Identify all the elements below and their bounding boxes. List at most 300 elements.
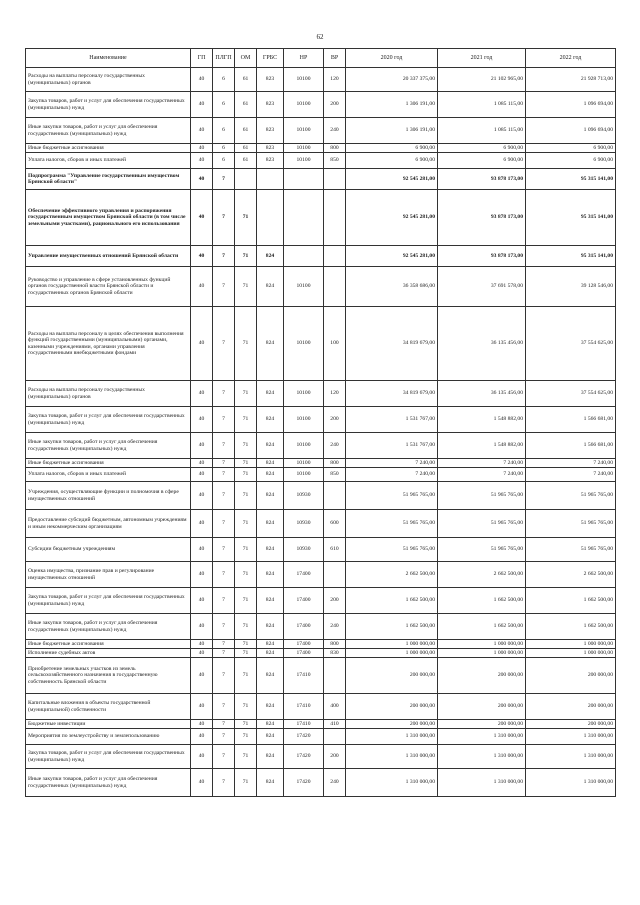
cell-y2021: 200 000,00 bbox=[438, 720, 526, 729]
cell-gp: 40 bbox=[191, 92, 213, 118]
cell-vr bbox=[324, 169, 346, 190]
cell-om: 71 bbox=[235, 649, 257, 658]
cell-vr bbox=[324, 729, 346, 745]
cell-name: Расходы на выплаты персоналу государственных (муниципальных) органов bbox=[26, 381, 191, 407]
cell-om: 71 bbox=[235, 482, 257, 510]
table-row bbox=[26, 588, 616, 614]
cell-grbs: 824 bbox=[257, 614, 284, 640]
cell-gp: 40 bbox=[191, 482, 213, 510]
cell-name: Расходы на выплаты персоналу государственных (муниципальных) органов bbox=[26, 68, 191, 92]
cell-plgp: 7 bbox=[213, 729, 235, 745]
cell-vr: 100 bbox=[324, 307, 346, 381]
cell-vr: 400 bbox=[324, 694, 346, 720]
cell-name: Иные закупки товаров, работ и услуг для обеспечения государственных (муниципальных) нужд bbox=[26, 614, 191, 640]
cell-y2021: 51 965 765,00 bbox=[438, 538, 526, 562]
cell-plgp: 7 bbox=[213, 720, 235, 729]
cell-y2020: 51 965 765,00 bbox=[346, 538, 438, 562]
cell-name: Обеспечение эффективного управления и распоряжения государственным имуществом Брянской области (в том числе земельными участками), рационального его использования bbox=[26, 190, 191, 246]
cell-y2022: 1 096 694,00 bbox=[526, 92, 616, 118]
header-name: Наименование bbox=[26, 49, 191, 68]
cell-name: Иные бюджетные ассигнования bbox=[26, 459, 191, 468]
cell-om: 71 bbox=[235, 614, 257, 640]
cell-gp: 40 bbox=[191, 381, 213, 407]
cell-grbs: 824 bbox=[257, 694, 284, 720]
cell-grbs: 824 bbox=[257, 381, 284, 407]
cell-gp: 40 bbox=[191, 720, 213, 729]
cell-gp: 40 bbox=[191, 468, 213, 482]
cell-grbs: 823 bbox=[257, 118, 284, 144]
table-row bbox=[26, 538, 616, 562]
cell-y2020: 1 306 191,00 bbox=[346, 92, 438, 118]
cell-name: Субсидии бюджетным учреждениям bbox=[26, 538, 191, 562]
cell-y2020: 51 965 765,00 bbox=[346, 482, 438, 510]
cell-y2021: 6 900,00 bbox=[438, 144, 526, 153]
cell-vr: 240 bbox=[324, 433, 346, 459]
cell-om: 71 bbox=[235, 510, 257, 538]
cell-y2020: 1 531 767,00 bbox=[346, 433, 438, 459]
cell-om: 71 bbox=[235, 307, 257, 381]
cell-y2020: 200 000,00 bbox=[346, 720, 438, 729]
cell-y2020: 1 531 767,00 bbox=[346, 407, 438, 433]
table-row bbox=[26, 407, 616, 433]
cell-vr: 200 bbox=[324, 92, 346, 118]
cell-grbs: 824 bbox=[257, 407, 284, 433]
cell-y2022: 39 128 546,00 bbox=[526, 267, 616, 307]
cell-nr: 17400 bbox=[284, 588, 324, 614]
cell-plgp: 7 bbox=[213, 267, 235, 307]
cell-om: 71 bbox=[235, 538, 257, 562]
cell-nr: 17410 bbox=[284, 694, 324, 720]
cell-om: 61 bbox=[235, 92, 257, 118]
cell-vr: 600 bbox=[324, 510, 346, 538]
cell-grbs bbox=[257, 169, 284, 190]
cell-grbs: 824 bbox=[257, 468, 284, 482]
cell-plgp: 7 bbox=[213, 694, 235, 720]
cell-grbs: 824 bbox=[257, 588, 284, 614]
cell-y2021: 51 965 765,00 bbox=[438, 510, 526, 538]
cell-y2022: 7 240,00 bbox=[526, 459, 616, 468]
cell-om: 71 bbox=[235, 468, 257, 482]
cell-nr: 17420 bbox=[284, 769, 324, 797]
cell-plgp: 7 bbox=[213, 307, 235, 381]
cell-nr: 17420 bbox=[284, 729, 324, 745]
cell-om: 71 bbox=[235, 588, 257, 614]
cell-name: Подпрограмма "Управление государственным имуществом Брянской области" bbox=[26, 169, 191, 190]
cell-name: Мероприятия по землеустройству и землепользованию bbox=[26, 729, 191, 745]
cell-y2020: 6 900,00 bbox=[346, 153, 438, 169]
cell-grbs: 824 bbox=[257, 459, 284, 468]
cell-y2020: 34 819 679,00 bbox=[346, 307, 438, 381]
cell-nr: 10100 bbox=[284, 381, 324, 407]
cell-plgp: 7 bbox=[213, 649, 235, 658]
cell-name: Закупка товаров, работ и услуг для обеспечения государственных (муниципальных) нужд bbox=[26, 92, 191, 118]
table-row bbox=[26, 68, 616, 92]
cell-name: Иные бюджетные ассигнования bbox=[26, 640, 191, 649]
cell-name: Учреждения, осуществляющие функции и полномочия в сфере имущественных отношений bbox=[26, 482, 191, 510]
cell-om: 71 bbox=[235, 745, 257, 769]
cell-nr: 10100 bbox=[284, 433, 324, 459]
cell-plgp: 7 bbox=[213, 433, 235, 459]
cell-y2022: 1 662 500,00 bbox=[526, 588, 616, 614]
cell-name: Бюджетные инвестиции bbox=[26, 720, 191, 729]
cell-om: 71 bbox=[235, 459, 257, 468]
cell-y2022: 51 965 765,00 bbox=[526, 482, 616, 510]
cell-plgp: 7 bbox=[213, 482, 235, 510]
cell-gp: 40 bbox=[191, 153, 213, 169]
cell-nr: 10100 bbox=[284, 468, 324, 482]
cell-vr: 850 bbox=[324, 153, 346, 169]
cell-grbs: 824 bbox=[257, 640, 284, 649]
cell-gp: 40 bbox=[191, 246, 213, 267]
cell-om: 71 bbox=[235, 246, 257, 267]
cell-y2021: 37 691 578,00 bbox=[438, 267, 526, 307]
cell-grbs: 823 bbox=[257, 68, 284, 92]
cell-vr bbox=[324, 658, 346, 694]
cell-vr: 200 bbox=[324, 588, 346, 614]
table-row bbox=[26, 720, 616, 729]
cell-y2022: 37 554 625,00 bbox=[526, 307, 616, 381]
cell-nr: 17400 bbox=[284, 640, 324, 649]
cell-gp: 40 bbox=[191, 694, 213, 720]
cell-plgp: 7 bbox=[213, 459, 235, 468]
table-row bbox=[26, 510, 616, 538]
cell-y2020: 34 819 679,00 bbox=[346, 381, 438, 407]
cell-om: 61 bbox=[235, 68, 257, 92]
cell-nr bbox=[284, 246, 324, 267]
cell-plgp: 7 bbox=[213, 538, 235, 562]
cell-vr bbox=[324, 267, 346, 307]
cell-y2021: 1 085 115,00 bbox=[438, 92, 526, 118]
cell-plgp: 6 bbox=[213, 153, 235, 169]
cell-plgp: 7 bbox=[213, 640, 235, 649]
cell-grbs: 824 bbox=[257, 649, 284, 658]
cell-nr: 10100 bbox=[284, 407, 324, 433]
cell-vr: 610 bbox=[324, 538, 346, 562]
cell-plgp: 7 bbox=[213, 745, 235, 769]
cell-nr: 10100 bbox=[284, 118, 324, 144]
cell-gp: 40 bbox=[191, 144, 213, 153]
cell-vr: 830 bbox=[324, 649, 346, 658]
cell-gp: 40 bbox=[191, 640, 213, 649]
cell-grbs: 823 bbox=[257, 144, 284, 153]
cell-y2022: 1 096 694,00 bbox=[526, 118, 616, 144]
cell-y2021: 7 240,00 bbox=[438, 459, 526, 468]
cell-y2022: 1 566 681,00 bbox=[526, 407, 616, 433]
cell-om: 61 bbox=[235, 153, 257, 169]
cell-vr bbox=[324, 190, 346, 246]
cell-name: Исполнение судебных актов bbox=[26, 649, 191, 658]
cell-om: 71 bbox=[235, 640, 257, 649]
cell-y2020: 51 965 765,00 bbox=[346, 510, 438, 538]
cell-y2022: 37 554 625,00 bbox=[526, 381, 616, 407]
cell-plgp: 6 bbox=[213, 68, 235, 92]
cell-y2020: 200 000,00 bbox=[346, 694, 438, 720]
table-row bbox=[26, 433, 616, 459]
cell-plgp: 7 bbox=[213, 190, 235, 246]
cell-gp: 40 bbox=[191, 169, 213, 190]
cell-vr bbox=[324, 246, 346, 267]
cell-y2022: 95 315 141,00 bbox=[526, 246, 616, 267]
cell-gp: 40 bbox=[191, 459, 213, 468]
cell-grbs: 823 bbox=[257, 153, 284, 169]
cell-y2020: 1 000 000,00 bbox=[346, 640, 438, 649]
table-row bbox=[26, 190, 616, 246]
cell-y2022: 7 240,00 bbox=[526, 468, 616, 482]
cell-name: Закупка товаров, работ и услуг для обеспечения государственных (муниципальных) нужд bbox=[26, 588, 191, 614]
table-row bbox=[26, 649, 616, 658]
cell-name: Капитальные вложения в объекты государственной (муниципальной) собственности bbox=[26, 694, 191, 720]
cell-vr: 240 bbox=[324, 614, 346, 640]
cell-y2021: 2 662 500,00 bbox=[438, 562, 526, 588]
cell-y2022: 1 310 000,00 bbox=[526, 745, 616, 769]
cell-y2021: 93 878 173,00 bbox=[438, 169, 526, 190]
cell-y2021: 1 310 000,00 bbox=[438, 745, 526, 769]
cell-plgp: 6 bbox=[213, 118, 235, 144]
cell-om: 71 bbox=[235, 658, 257, 694]
cell-plgp: 7 bbox=[213, 658, 235, 694]
cell-name: Закупка товаров, работ и услуг для обеспечения государственных (муниципальных) нужд bbox=[26, 407, 191, 433]
cell-om bbox=[235, 169, 257, 190]
cell-name: Приобретение земельных участков из земель сельскохозяйственного назначения в государственную собственность Брянской области bbox=[26, 658, 191, 694]
cell-nr: 10100 bbox=[284, 267, 324, 307]
cell-grbs: 824 bbox=[257, 307, 284, 381]
table-row bbox=[26, 729, 616, 745]
cell-plgp: 6 bbox=[213, 144, 235, 153]
cell-grbs: 824 bbox=[257, 538, 284, 562]
budget-table bbox=[25, 48, 616, 797]
cell-nr: 10100 bbox=[284, 68, 324, 92]
cell-y2020: 1 310 000,00 bbox=[346, 745, 438, 769]
cell-vr: 120 bbox=[324, 381, 346, 407]
cell-nr: 10100 bbox=[284, 153, 324, 169]
cell-y2022: 1 566 681,00 bbox=[526, 433, 616, 459]
cell-y2021: 21 102 965,00 bbox=[438, 68, 526, 92]
cell-gp: 40 bbox=[191, 588, 213, 614]
cell-gp: 40 bbox=[191, 614, 213, 640]
cell-grbs: 824 bbox=[257, 433, 284, 459]
cell-nr: 17400 bbox=[284, 614, 324, 640]
table-row bbox=[26, 92, 616, 118]
cell-y2022: 2 662 500,00 bbox=[526, 562, 616, 588]
cell-vr: 240 bbox=[324, 769, 346, 797]
cell-y2022: 6 900,00 bbox=[526, 144, 616, 153]
cell-nr: 10100 bbox=[284, 459, 324, 468]
cell-vr: 240 bbox=[324, 118, 346, 144]
table-row bbox=[26, 246, 616, 267]
cell-gp: 40 bbox=[191, 538, 213, 562]
cell-name: Расходы на выплаты персоналу в целях обеспечения выполнения функций государственными (муниципальными) органами, казенными учреждениями, органами управления государственными внебюджетными фондами bbox=[26, 307, 191, 381]
header-om: ОМ bbox=[235, 49, 257, 68]
cell-y2021: 36 135 456,00 bbox=[438, 381, 526, 407]
cell-om: 71 bbox=[235, 729, 257, 745]
cell-y2022: 200 000,00 bbox=[526, 694, 616, 720]
table-row bbox=[26, 459, 616, 468]
cell-grbs: 824 bbox=[257, 769, 284, 797]
cell-name: Уплата налогов, сборов и иных платежей bbox=[26, 153, 191, 169]
cell-y2020: 7 240,00 bbox=[346, 468, 438, 482]
cell-y2020: 1 662 500,00 bbox=[346, 588, 438, 614]
cell-gp: 40 bbox=[191, 745, 213, 769]
cell-gp: 40 bbox=[191, 407, 213, 433]
cell-grbs: 824 bbox=[257, 729, 284, 745]
cell-y2021: 1 085 115,00 bbox=[438, 118, 526, 144]
table-row bbox=[26, 769, 616, 797]
header-2021: 2021 год bbox=[438, 49, 526, 68]
cell-y2021: 200 000,00 bbox=[438, 694, 526, 720]
cell-vr: 850 bbox=[324, 468, 346, 482]
cell-name: Иные закупки товаров, работ и услуг для обеспечения государственных (муниципальных) нужд bbox=[26, 118, 191, 144]
cell-y2022: 6 900,00 bbox=[526, 153, 616, 169]
cell-y2022: 95 315 141,00 bbox=[526, 169, 616, 190]
cell-y2021: 1 310 000,00 bbox=[438, 769, 526, 797]
cell-y2020: 20 337 375,00 bbox=[346, 68, 438, 92]
header-2020: 2020 год bbox=[346, 49, 438, 68]
table-row bbox=[26, 468, 616, 482]
cell-nr bbox=[284, 190, 324, 246]
cell-plgp: 7 bbox=[213, 246, 235, 267]
header-grbs: ГРБС bbox=[257, 49, 284, 68]
cell-y2020: 92 545 281,00 bbox=[346, 246, 438, 267]
cell-y2021: 36 135 456,00 bbox=[438, 307, 526, 381]
cell-name: Руководство и управление в сфере установленных функций органов государственной власти Брянской области и государственных органов Брянской области bbox=[26, 267, 191, 307]
cell-name: Иные закупки товаров, работ и услуг для обеспечения государственных (муниципальных) нужд bbox=[26, 769, 191, 797]
table-row bbox=[26, 381, 616, 407]
cell-vr bbox=[324, 482, 346, 510]
cell-vr: 800 bbox=[324, 144, 346, 153]
cell-plgp: 7 bbox=[213, 588, 235, 614]
header-2022: 2022 год bbox=[526, 49, 616, 68]
cell-name: Предоставление субсидий бюджетным, автономным учреждениям и иным некоммерческим организациям bbox=[26, 510, 191, 538]
cell-y2021: 1 000 000,00 bbox=[438, 649, 526, 658]
page-number: 62 bbox=[316, 33, 324, 41]
cell-y2021: 1 662 500,00 bbox=[438, 588, 526, 614]
table-row bbox=[26, 153, 616, 169]
table-body bbox=[26, 68, 616, 797]
cell-nr: 17400 bbox=[284, 649, 324, 658]
cell-gp: 40 bbox=[191, 649, 213, 658]
cell-gp: 40 bbox=[191, 769, 213, 797]
cell-y2020: 2 662 500,00 bbox=[346, 562, 438, 588]
cell-nr: 10100 bbox=[284, 92, 324, 118]
table-row bbox=[26, 144, 616, 153]
cell-nr: 10930 bbox=[284, 538, 324, 562]
cell-om: 71 bbox=[235, 720, 257, 729]
cell-plgp: 7 bbox=[213, 562, 235, 588]
header-vr: ВР bbox=[324, 49, 346, 68]
cell-grbs: 824 bbox=[257, 658, 284, 694]
cell-y2020: 7 240,00 bbox=[346, 459, 438, 468]
cell-vr: 200 bbox=[324, 407, 346, 433]
cell-y2022: 21 928 713,00 bbox=[526, 68, 616, 92]
cell-y2022: 1 310 000,00 bbox=[526, 729, 616, 745]
table-header-row bbox=[26, 49, 616, 68]
cell-y2021: 93 878 173,00 bbox=[438, 190, 526, 246]
cell-name: Управление имущественных отношений Брянской области bbox=[26, 246, 191, 267]
cell-om: 71 bbox=[235, 769, 257, 797]
cell-y2022: 95 315 141,00 bbox=[526, 190, 616, 246]
cell-plgp: 7 bbox=[213, 468, 235, 482]
cell-vr: 120 bbox=[324, 68, 346, 92]
cell-gp: 40 bbox=[191, 562, 213, 588]
cell-gp: 40 bbox=[191, 510, 213, 538]
cell-gp: 40 bbox=[191, 658, 213, 694]
table-row bbox=[26, 482, 616, 510]
cell-y2020: 1 662 500,00 bbox=[346, 614, 438, 640]
cell-y2022: 51 965 765,00 bbox=[526, 538, 616, 562]
header-nr: НР bbox=[284, 49, 324, 68]
cell-gp: 40 bbox=[191, 118, 213, 144]
cell-y2020: 92 545 281,00 bbox=[346, 169, 438, 190]
cell-nr: 17420 bbox=[284, 745, 324, 769]
cell-nr: 17400 bbox=[284, 562, 324, 588]
table-row bbox=[26, 307, 616, 381]
cell-grbs: 824 bbox=[257, 267, 284, 307]
table-row bbox=[26, 658, 616, 694]
cell-grbs bbox=[257, 190, 284, 246]
cell-y2020: 36 358 686,00 bbox=[346, 267, 438, 307]
cell-y2021: 1 662 500,00 bbox=[438, 614, 526, 640]
cell-gp: 40 bbox=[191, 433, 213, 459]
cell-plgp: 7 bbox=[213, 381, 235, 407]
cell-nr: 17410 bbox=[284, 658, 324, 694]
cell-nr: 10100 bbox=[284, 307, 324, 381]
cell-vr: 410 bbox=[324, 720, 346, 729]
cell-grbs: 824 bbox=[257, 720, 284, 729]
cell-grbs: 824 bbox=[257, 745, 284, 769]
cell-name: Иные закупки товаров, работ и услуг для обеспечения государственных (муниципальных) нужд bbox=[26, 433, 191, 459]
cell-plgp: 6 bbox=[213, 92, 235, 118]
table-row bbox=[26, 745, 616, 769]
table-row bbox=[26, 169, 616, 190]
cell-grbs: 824 bbox=[257, 482, 284, 510]
cell-gp: 40 bbox=[191, 729, 213, 745]
cell-om: 71 bbox=[235, 433, 257, 459]
cell-nr bbox=[284, 169, 324, 190]
cell-y2020: 1 310 000,00 bbox=[346, 729, 438, 745]
cell-y2021: 93 878 173,00 bbox=[438, 246, 526, 267]
cell-plgp: 7 bbox=[213, 510, 235, 538]
cell-nr: 10100 bbox=[284, 144, 324, 153]
table-row bbox=[26, 640, 616, 649]
cell-grbs: 823 bbox=[257, 92, 284, 118]
table-row bbox=[26, 118, 616, 144]
cell-om: 61 bbox=[235, 118, 257, 144]
table-row bbox=[26, 614, 616, 640]
cell-vr: 800 bbox=[324, 640, 346, 649]
cell-name: Закупка товаров, работ и услуг для обеспечения государственных (муниципальных) нужд bbox=[26, 745, 191, 769]
cell-y2022: 1 310 000,00 bbox=[526, 769, 616, 797]
cell-plgp: 7 bbox=[213, 769, 235, 797]
table-row bbox=[26, 562, 616, 588]
cell-gp: 40 bbox=[191, 190, 213, 246]
cell-nr: 10930 bbox=[284, 510, 324, 538]
cell-om: 71 bbox=[235, 694, 257, 720]
cell-y2020: 200 000,00 bbox=[346, 658, 438, 694]
cell-y2020: 1 306 191,00 bbox=[346, 118, 438, 144]
cell-vr: 800 bbox=[324, 459, 346, 468]
cell-y2020: 1 310 000,00 bbox=[346, 769, 438, 797]
cell-y2020: 1 000 000,00 bbox=[346, 649, 438, 658]
cell-y2022: 200 000,00 bbox=[526, 658, 616, 694]
cell-name: Иные бюджетные ассигнования bbox=[26, 144, 191, 153]
cell-plgp: 7 bbox=[213, 407, 235, 433]
cell-y2021: 6 900,00 bbox=[438, 153, 526, 169]
cell-nr: 10930 bbox=[284, 482, 324, 510]
cell-y2022: 200 000,00 bbox=[526, 720, 616, 729]
cell-plgp: 7 bbox=[213, 614, 235, 640]
cell-om: 71 bbox=[235, 267, 257, 307]
cell-vr: 200 bbox=[324, 745, 346, 769]
